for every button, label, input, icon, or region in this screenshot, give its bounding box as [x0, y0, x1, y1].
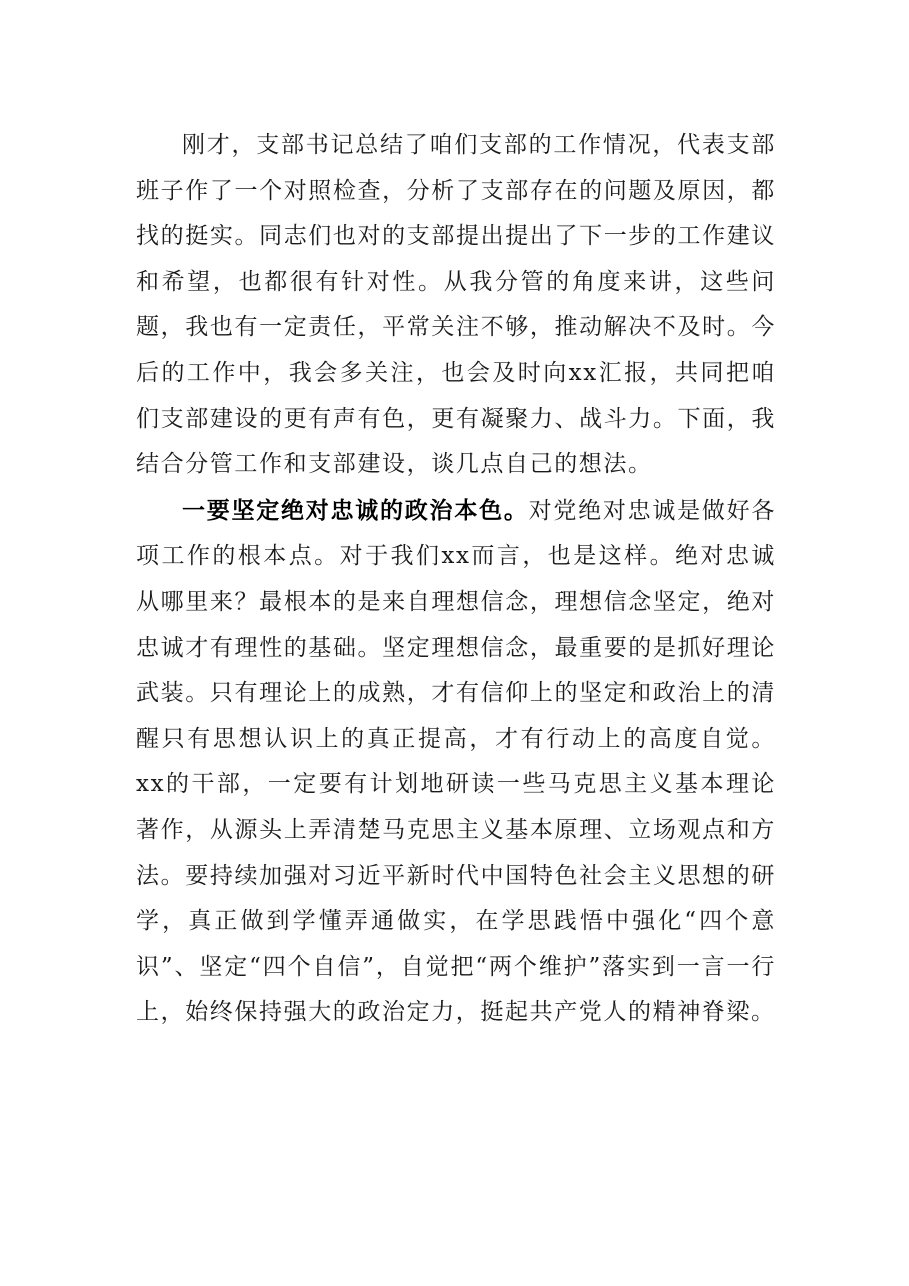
- paragraph-point-one-heading: 一要坚定绝对忠诚的政治本色。: [182, 496, 529, 524]
- paragraph-intro: [136, 122, 776, 488]
- paragraph-point-one-text: 对党绝对忠诚是做好各项工作的根本点。对于我们xx而言，也是这样。绝对忠诚从哪里来？最根本的是来自理想信念，理想信念坚定，绝对忠诚才有理性的基础。坚定理想信念，最重要的是抓好理论武装。只有理论上的成熟，才有信仰上的坚定和政治上的清醒只有思想认识上的真正提高，才有行动上的高度自觉。xx的干部，一定要有计划地研读一些马克思主义基本理论著作，从源头上弄清楚马克思主义基本原理、立场观点和方法。要持续加强对习近平新时代中国特色社会主义思想的研学，真正做到学懂弄通做实，在学思践悟中强化“四个意识”、坚定“四个自信”，自觉把“两个维护”落实到一言一行上，始终保持强大的政治定力，挺起共产党人的精神脊梁。: [136, 497, 776, 1026]
- paragraph-point-one: [136, 488, 776, 1036]
- paragraph-intro-text: 刚才，支部书记总结了咱们支部的工作情况，代表支部班子作了一个对照检查，分析了支部存在的问题及原因，都找的挺实。同志们也对的支部提出提出了下一步的工作建议和希望，也都很有针对性。从我分管的角度来讲，这些问题，我也有一定责任，平常关注不够，推动解决不及时。今后的工作中，我会多关注，也会及时向xx汇报，共同把咱们支部建设的更有声有色，更有凝聚力、战斗力。下面，我结合分管工作和支部建设，谈几点自己的想法。: [136, 132, 776, 478]
- document-body: [136, 122, 776, 1036]
